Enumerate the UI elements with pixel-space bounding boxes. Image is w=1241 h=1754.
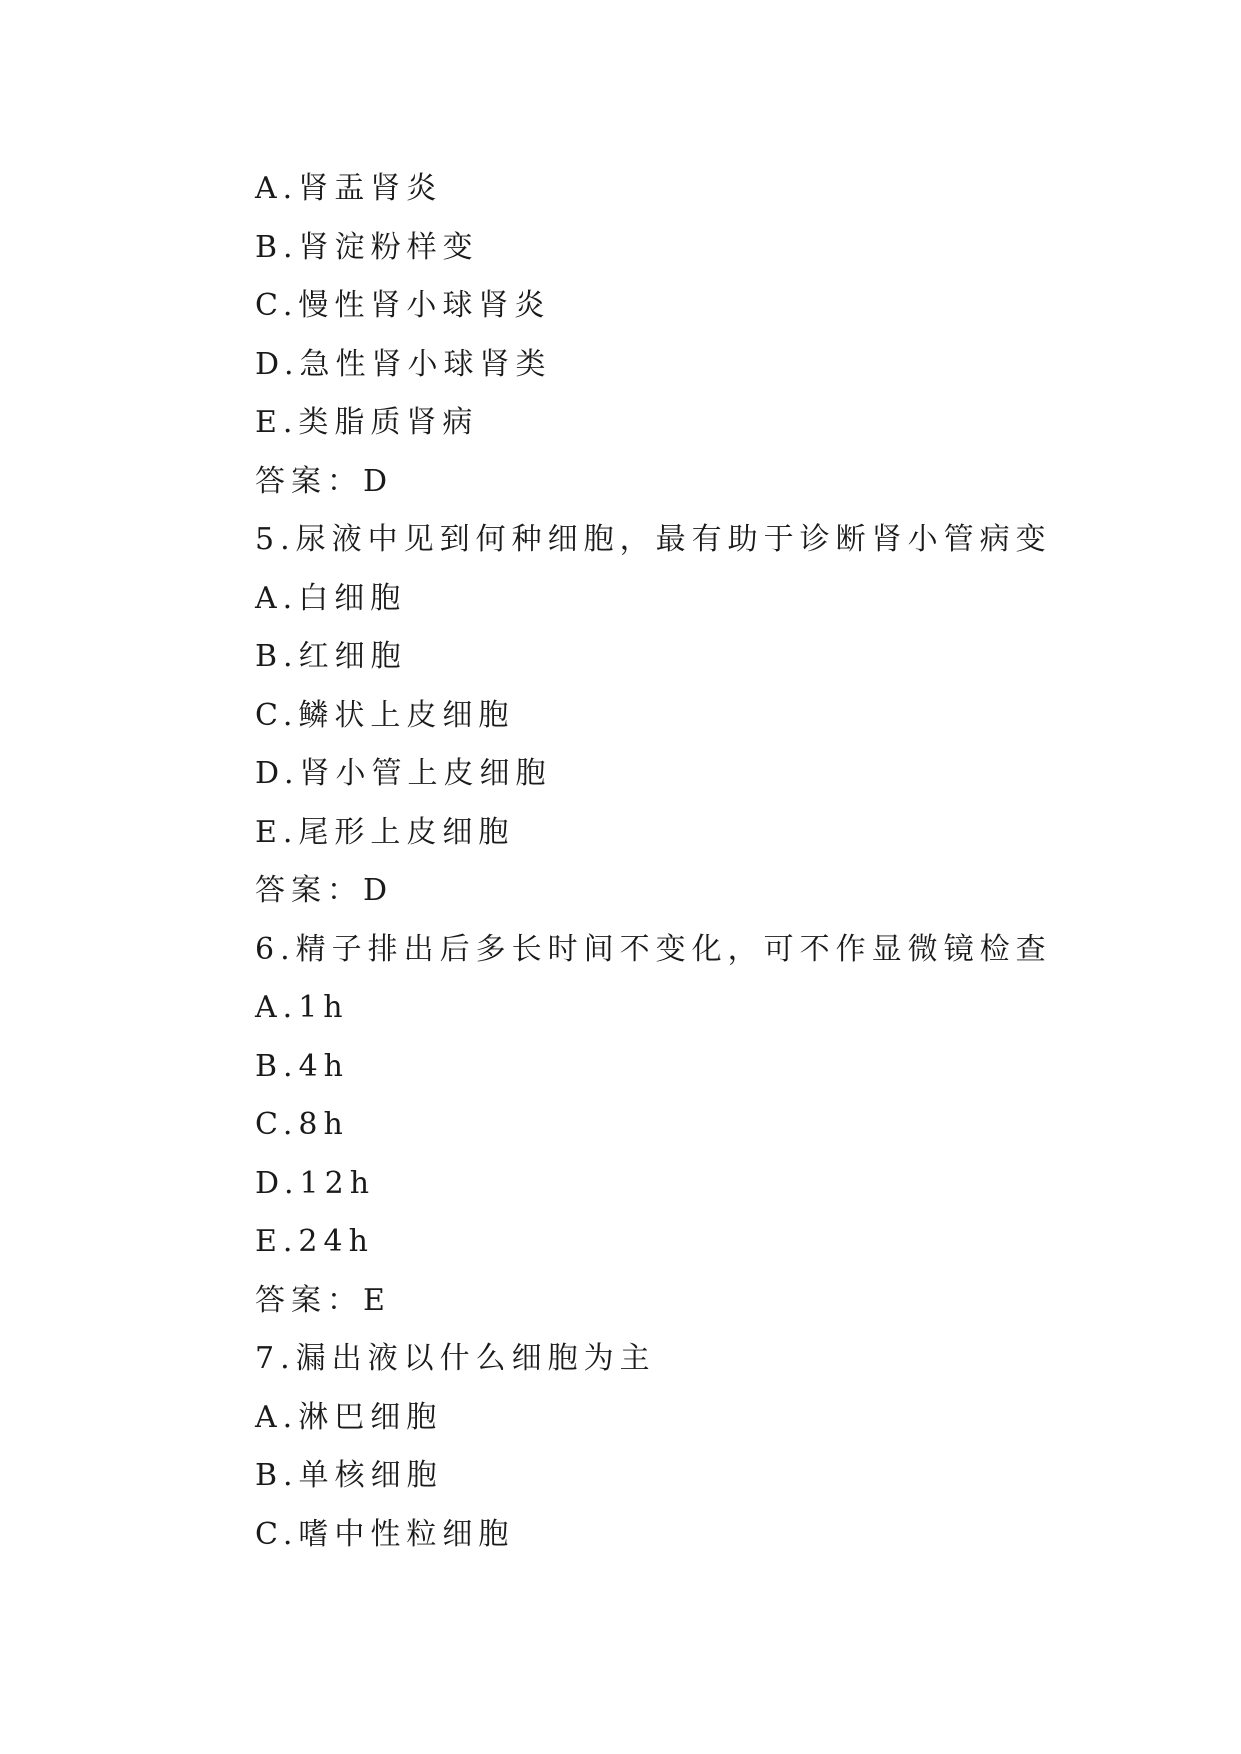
- option-line: A.淋巴细胞: [255, 1399, 443, 1435]
- option-line: C.鳞状上皮细胞: [255, 697, 515, 733]
- option-line: D.急性肾小球肾类: [255, 346, 552, 382]
- option-line: A.肾盂肾炎: [255, 171, 443, 206]
- option-line: D.12h: [255, 1165, 376, 1201]
- answer-line: 答案：E: [255, 1282, 391, 1318]
- option-line: D.肾小管上皮细胞: [255, 756, 552, 791]
- option-line: A.1h: [255, 990, 349, 1025]
- option-line: C.慢性肾小球肾炎: [255, 288, 551, 323]
- answer-line: 答案：D: [255, 463, 394, 499]
- option-line: E.24h: [255, 1224, 374, 1259]
- option-line: E.类脂质肾病: [255, 405, 479, 440]
- question-line: 5.尿液中见到何种细胞，最有助于诊断肾小管病变: [255, 522, 1052, 557]
- option-line: C.嗜中性粒细胞: [255, 1516, 515, 1552]
- question-line: 6.精子排出后多长时间不变化，可不作显微镜检查: [255, 931, 1052, 967]
- question-line: 7.漏出液以什么细胞为主: [255, 1341, 656, 1376]
- option-line: B.单核细胞: [255, 1458, 443, 1493]
- answer-line: 答案：D: [255, 873, 394, 908]
- option-line: B.红细胞: [255, 639, 407, 674]
- option-line: B.肾淀粉样变: [255, 229, 479, 265]
- question-list: [255, 160, 1155, 1564]
- option-line: C.8h: [255, 1107, 349, 1142]
- option-line: B.4h: [255, 1048, 349, 1084]
- option-line: A.白细胞: [255, 580, 407, 616]
- option-line: E.尾形上皮细胞: [255, 814, 515, 850]
